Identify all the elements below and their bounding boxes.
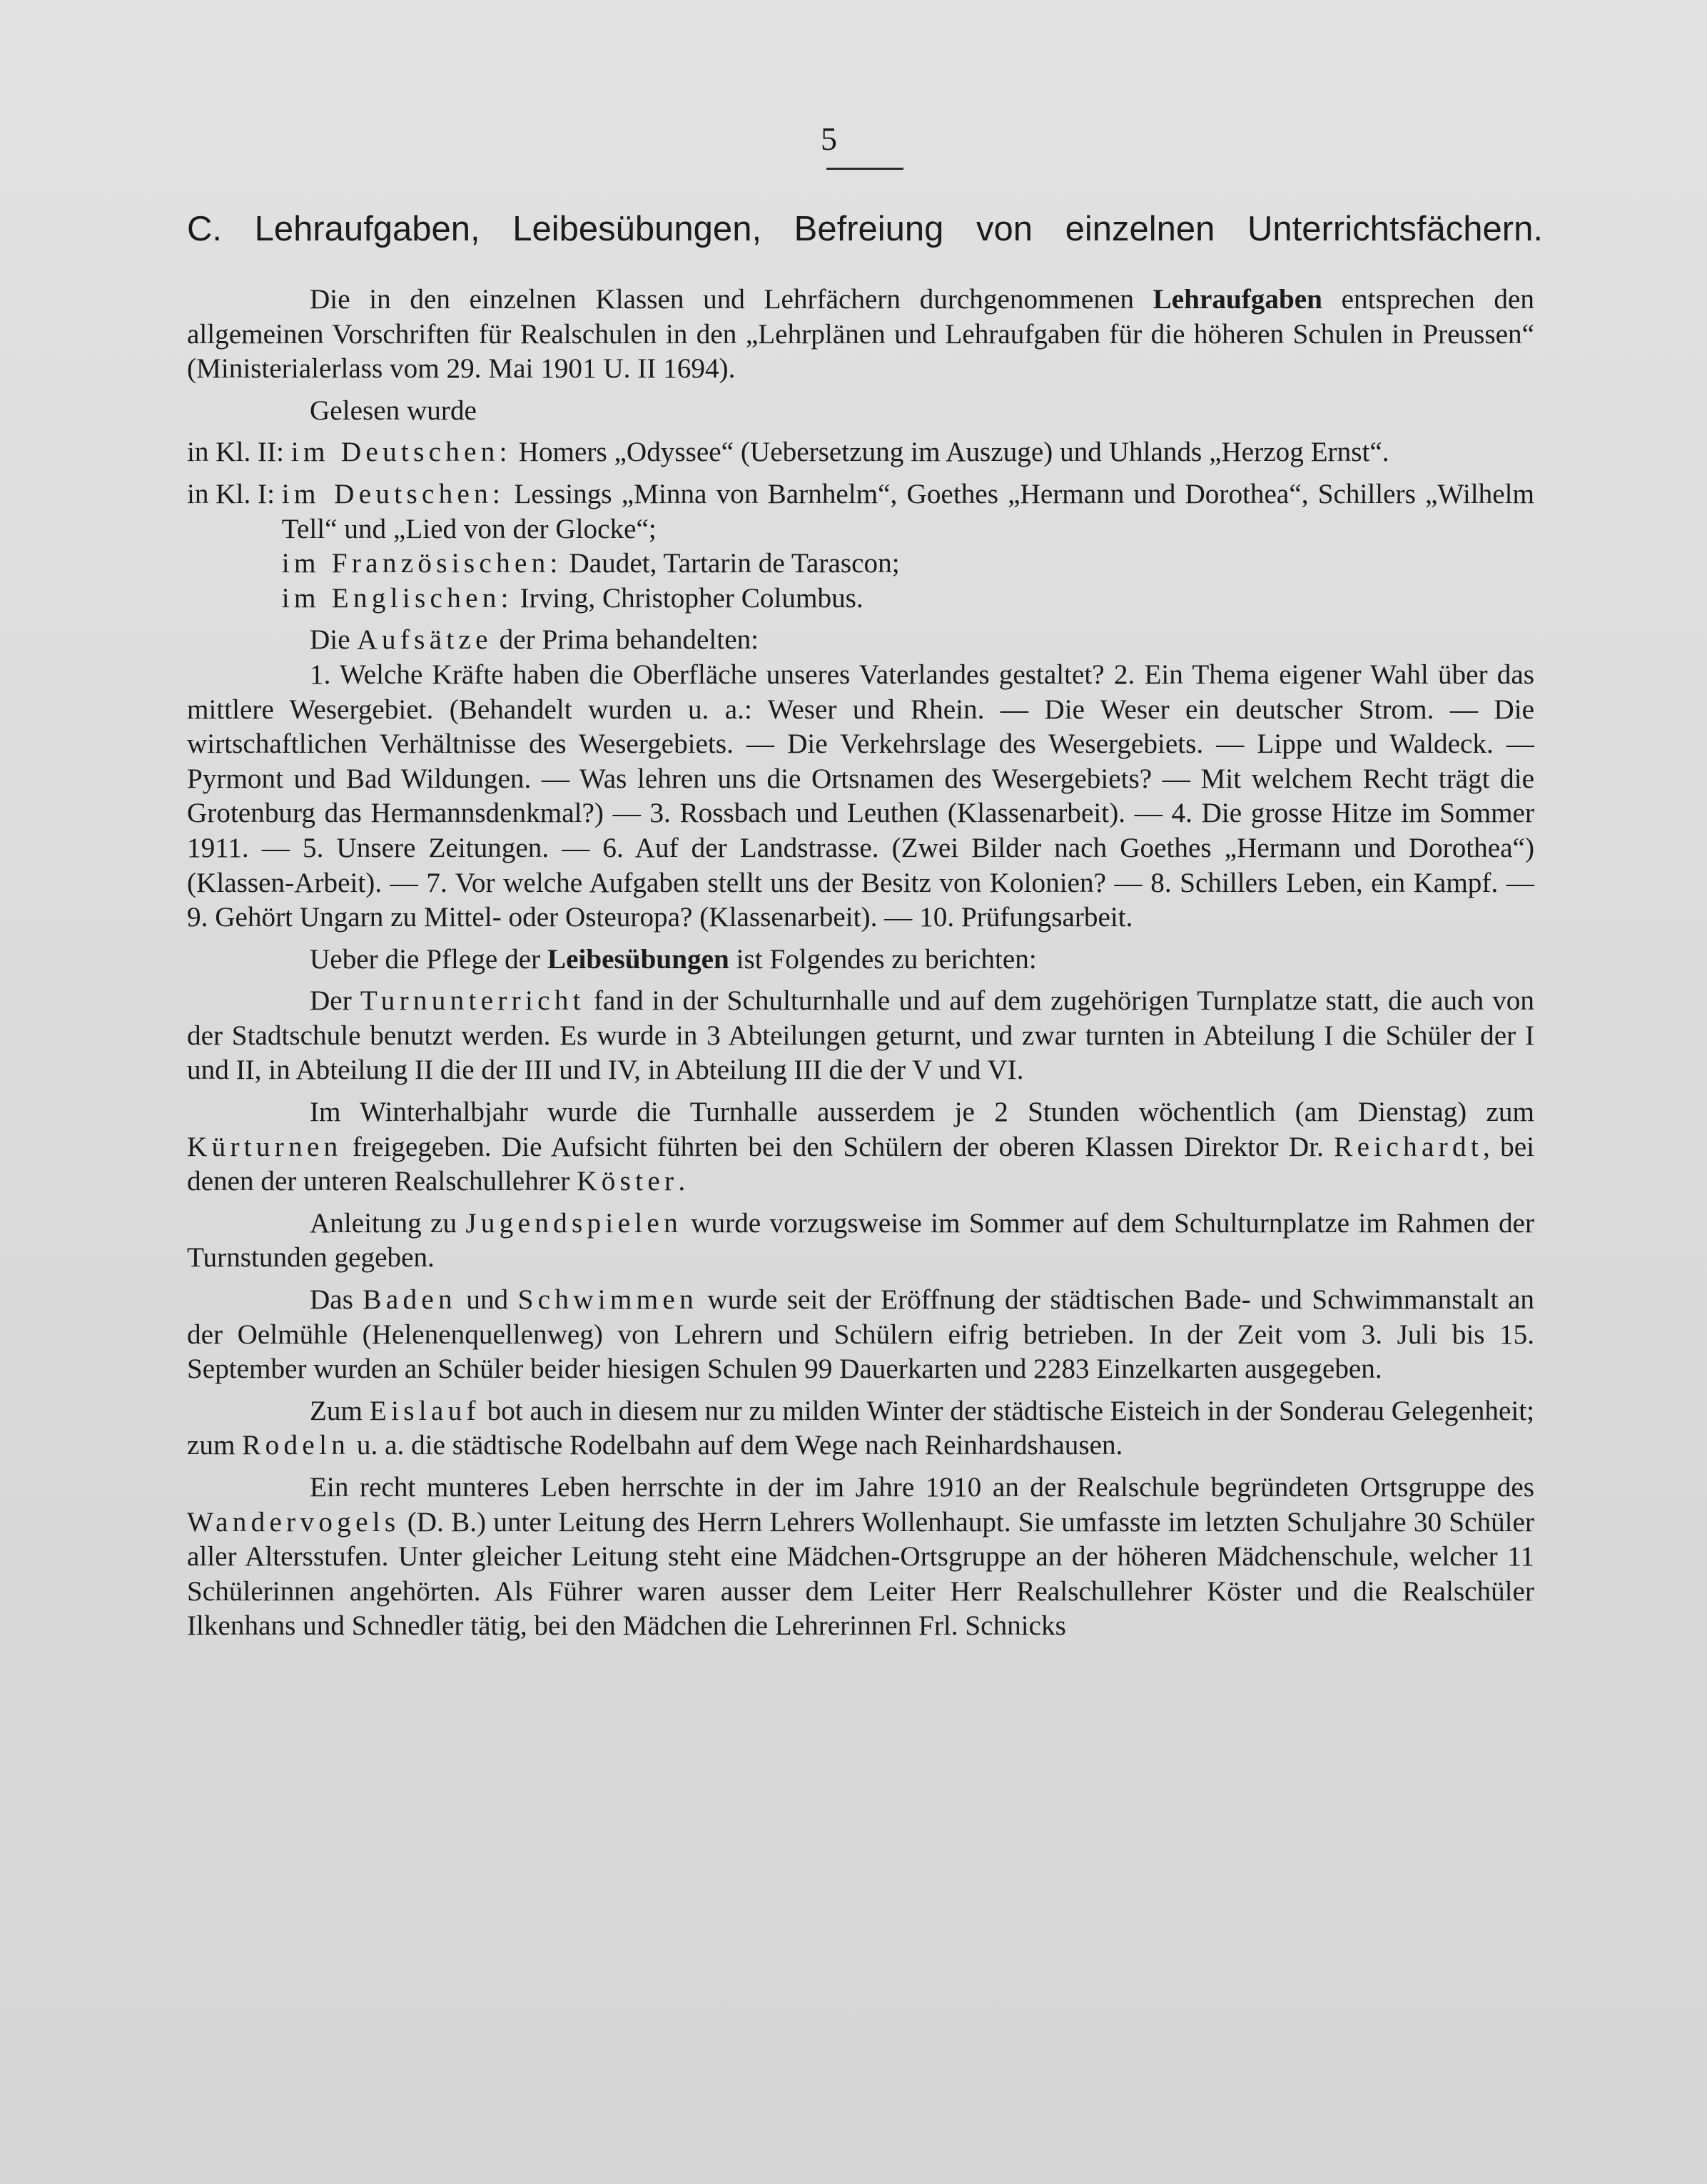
- reading-class-1: in Kl. I: im Deutschen: Lessings „Minna von Barnhelm“, Goethes „Hermann und Dorothea“, Schillers „Wilhelm Tell“ und „Lied von der Glocke“; im Französischen: Daudet, Tartarin de Tarascon; im Englischen: Irving, Christopher Columbus.: [187, 477, 1534, 616]
- paragraph-jugendspiele: Anleitung zu Jugendspielen wurde vorzugsweise im Sommer auf dem Schulturnplatze im Rahmen der Turnstunden gegeben.: [187, 1207, 1535, 1274]
- paragraph-winterhalbjahr: Im Winterhalbjahr wurde die Turnhalle ausserdem je 2 Stunden wöchentlich (am Dienstag) zum Kürturnen freigegeben. Die Aufsicht führten bei den Schülern der oberen Klassen Direktor Dr. Reichardt, bei denen der unteren Realschullehrer Köster.: [187, 1097, 1535, 1197]
- paragraph-eislauf: Zum Eislauf bot auch in diesem nur zu milden Winter der städtische Eisteich in der Sonderau Gelegenheit; zum Rodeln u. a. die städtische Rodelbahn auf dem Wege nach Reinhardshausen.: [187, 1395, 1535, 1461]
- reading-class-2: in Kl. II: im Deutschen: Homers „Odyssee“ (Uebersetzung im Auszuge) und Uhlands „Herzog Ernst“.: [187, 435, 1534, 470]
- paragraph-aufsaetze-intro: Die Aufsätze der Prima behandelten:: [310, 624, 759, 656]
- paragraph-turnunterricht: Der Turnunterricht fand in der Schulturnhalle und auf dem zugehörigen Turnplatze statt, die auch von der Stadtschule benutzt werden. Es wurde in 3 Abteilungen geturnt, und zwar turnten in Abteilung I die Schüler der I und II, in Abteilung II die der III und IV, in Abteilung III die der V und VI.: [187, 985, 1534, 1086]
- paragraph-leibesuebungen: Ueber die Pflege der Leibesübungen ist Folgendes zu berichten:: [310, 943, 1037, 975]
- page-number-rule: [826, 168, 903, 170]
- paragraph-gelesen: Gelesen wurde: [310, 395, 477, 426]
- page-number: 5: [821, 121, 837, 157]
- document-body: [187, 283, 1534, 1644]
- paragraph-wandervogel: Ein recht munteres Leben herrschte in der im Jahre 1910 an der Realschule begründeten Ortsgruppe des Wandervogels (D. B.) unter Leitung des Herrn Lehrers Wollenhaupt. Sie umfasste im letzten Schuljahre 30 Schüler aller Altersstufen. Unter gleicher Leitung steht eine Mädchen-Ortsgruppe an der höheren Mädchenschule, welcher 11 Schülerinnen angehörten. Als Führer waren ausser dem Leiter Herr Realschullehrer Köster und die Realschüler Ilkenhans und Schnedler tätig, bei den Mädchen die Lehrerinnen Frl. Schnicks: [187, 1472, 1534, 1642]
- paragraph-baden: Das Baden und Schwimmen wurde seit der Eröffnung der städtischen Bade- und Schwimmanstalt an der Oelmühle (Helenenquellenweg) von Lehrern und Schülern eifrig betrieben. In der Zeit vom 3. Juli bis 15. September wurden an Schüler beider hiesigen Schulen 99 Dauerkarten und 2283 Einzelkarten ausgegeben.: [187, 1284, 1534, 1385]
- emphasis-lehraufgaben: Lehraufgaben: [1153, 284, 1322, 315]
- subject-franzoesisch: im Französischen:: [281, 548, 562, 579]
- section-heading: C. Lehraufgaben, Leibesübungen, Befreiung von einzelnen Unterrichtsfächern.: [187, 210, 1543, 248]
- class-1-label: in Kl. I:: [187, 478, 282, 509]
- subject-deutsch-1: im Deutschen:: [281, 478, 505, 509]
- class-2-label: in Kl. II:: [187, 437, 291, 468]
- paragraph-lehraufgaben: Die in den einzelnen Klassen und Lehrfächern durchgenommenen Lehraufgaben entsprechen den allgemeinen Vorschriften für Realschulen in den „Lehrplänen und Lehraufgaben für die höheren Schulen in Preussen“ (Ministerialerlass vom 29. Mai 1901 U. II 1694).: [187, 284, 1534, 385]
- subject-deutsch-2: im Deutschen:: [290, 437, 512, 468]
- subject-englisch: im Englischen:: [281, 582, 513, 614]
- paragraph-aufsaetze-list: 1. Welche Kräfte haben die Oberfläche unseres Vaterlandes gestaltet? 2. Ein Thema eigener Wahl über das mittlere Wesergebiet. (Behandelt wurden u. a.: Weser und Rhein. — Die Weser ein deutscher Strom. — Die wirtschaftlichen Verhältnisse des Wesergebiets. — Die Verkehrslage des Wesergebiets. — Lippe und Waldeck. — Pyrmont und Bad Wildungen. — Was lehren uns die Ortsnamen des Wesergebiets? — Mit welchem Recht trägt die Grotenburg das Hermannsdenkmal?) — 3. Rossbach und Leuthen (Klassenarbeit). — 4. Die grosse Hitze im Sommer 1911. — 5. Unsere Zeitungen. — 6. Auf der Landstrasse. (Zwei Bilder nach Goethes „Hermann und Dorothea“) (Klassen-Arbeit). — 7. Vor welche Aufgaben stellt uns der Besitz von Kolonien? — 8. Schillers Leben, ein Kampf. — 9. Gehört Ungarn zu Mittel- oder Osteuropa? (Klassenarbeit). — 10. Prüfungsarbeit.: [187, 659, 1534, 933]
